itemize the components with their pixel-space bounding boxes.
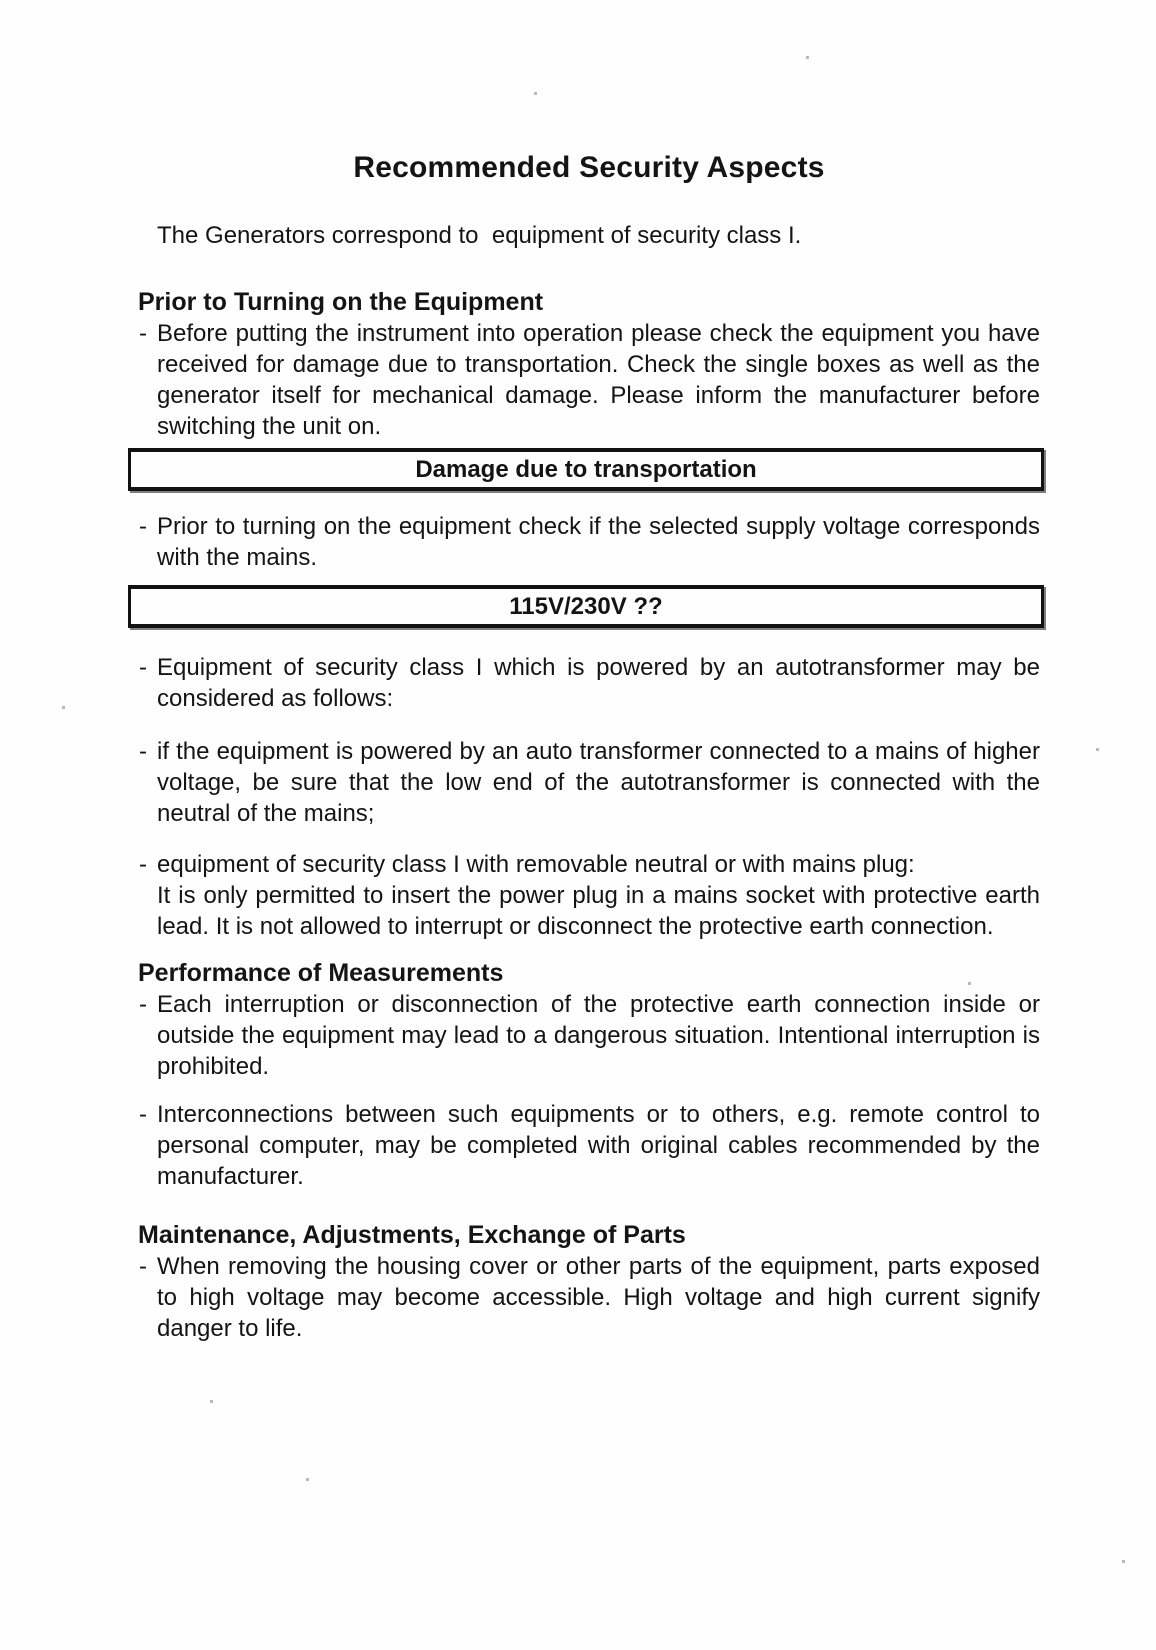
intro-paragraph: The Generators correspond to equipment of security class I. [157, 222, 802, 249]
bullet-text-line1: equipment of security class I with removable neutral or with mains plug: [157, 851, 915, 878]
warning-box-voltage-label: 115V/230V ?? [509, 593, 663, 620]
bullet-each-interruption [138, 989, 1040, 1082]
scan-speck [806, 56, 809, 59]
bullet-dash: - [139, 991, 147, 1018]
bullet-text: Before putting the instrument into operation please check the equipment you have received for damage due to transportation. Check the single boxes as well as the generator itself for mechanical damage. Please inform the manufacturer before switching the unit on. [157, 320, 1040, 440]
bullet-dash: - [139, 851, 147, 878]
bullet-equipment-autotransformer [138, 652, 1040, 714]
scan-speck [1096, 748, 1099, 751]
bullet-text-line2: It is only permitted to insert the power plug in a mains socket with protective earth lead. It is not allowed to interrupt or disconnect the protective earth connection. [157, 882, 1040, 940]
scan-speck [210, 1400, 213, 1403]
scan-speck [306, 1478, 309, 1481]
bullet-dash: - [139, 320, 147, 347]
bullet-interconnections [138, 1099, 1040, 1192]
warning-box-voltage [128, 585, 1044, 628]
bullet-text: Prior to turning on the equipment check if the selected supply voltage corresponds with the mains. [157, 513, 1040, 571]
bullet-dash: - [139, 513, 147, 540]
bullet-text: When removing the housing cover or other parts of the equipment, parts exposed to high voltage may become accessible. High voltage and high current signify danger to life. [157, 1253, 1040, 1342]
section-heading-prior-to-turning-on: Prior to Turning on the Equipment [138, 288, 544, 316]
warning-box-damage-label: Damage due to transportation [415, 456, 757, 483]
scan-speck [1122, 1560, 1125, 1563]
section-heading-maintenance: Maintenance, Adjustments, Exchange of Parts [138, 1221, 686, 1249]
bullet-auto-transformer-mains [138, 736, 1040, 829]
bullet-dash: - [139, 1253, 147, 1280]
scan-speck [968, 982, 971, 985]
bullet-text: if the equipment is powered by an auto transformer connected to a mains of higher voltage, be sure that the low end of the autotransformer is connected with the neutral of the mains; [157, 738, 1040, 827]
bullet-text: Each interruption or disconnection of the protective earth connection inside or outside the equipment may lead to a dangerous situation. Intentional interruption is prohibited. [157, 991, 1040, 1080]
scan-speck [62, 706, 65, 709]
bullet-dash: - [139, 654, 147, 681]
bullet-dash: - [139, 738, 147, 765]
bullet-supply-voltage [138, 511, 1040, 573]
bullet-text: Equipment of security class I which is powered by an autotransformer may be considered as follows: [157, 654, 1040, 712]
bullet-before-putting [138, 318, 1040, 442]
bullet-dash: - [139, 1101, 147, 1128]
scan-speck [534, 92, 537, 95]
bullet-removable-neutral [138, 849, 1040, 942]
bullet-removing-housing-cover [138, 1251, 1040, 1344]
section-heading-performance: Performance of Measurements [138, 959, 504, 987]
warning-box-damage [128, 448, 1044, 491]
bullet-text: Interconnections between such equipments or to others, e.g. remote control to personal computer, may be completed with original cables recommended by the manufacturer. [157, 1101, 1040, 1190]
page-title: Recommended Security Aspects [353, 151, 825, 184]
